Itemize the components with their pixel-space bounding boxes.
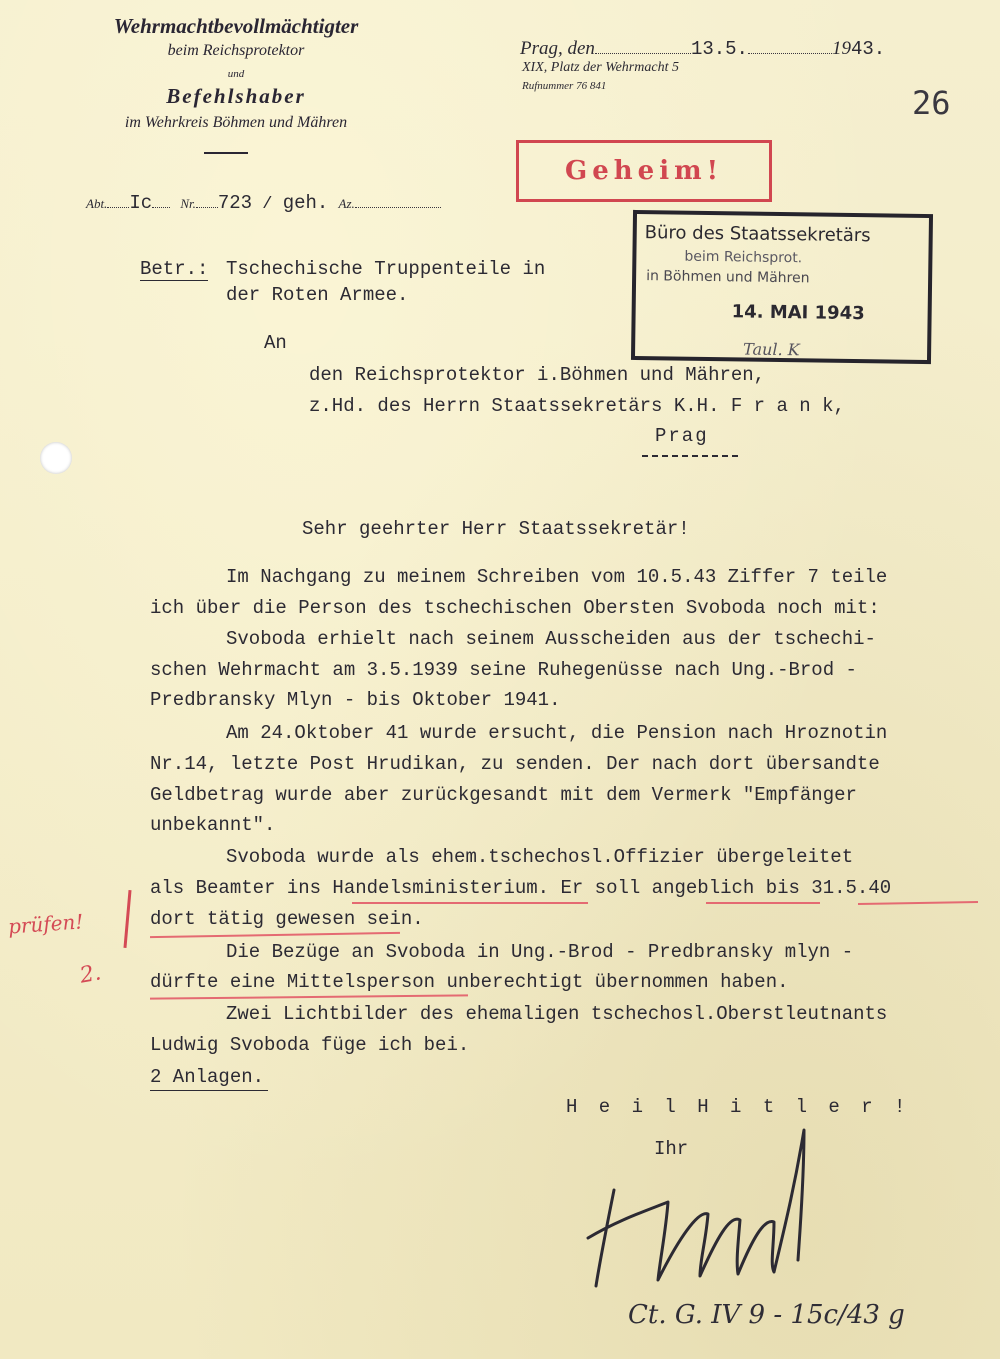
- nr-value: 723: [217, 192, 253, 214]
- letterhead-line-3: und: [227, 68, 245, 80]
- body-line: ich über die Person des tschechischen Obersten Svoboda noch mit:: [150, 597, 880, 619]
- letterhead-line-4: Befehlshaber: [166, 84, 306, 108]
- body-line: Predbransky Mlyn - bis Oktober 1941.: [150, 689, 561, 711]
- punch-hole: [40, 442, 72, 474]
- red-underline-mittelsperson: [150, 994, 468, 999]
- letterhead-address: XIX, Platz der Wehrmacht 5: [522, 60, 679, 75]
- geheim-stamp: Geheim!: [516, 140, 772, 202]
- nr-label: Nr.: [180, 196, 196, 211]
- closing-greeting: H e i l H i t l e r !: [566, 1096, 911, 1118]
- az-label: Az.: [338, 196, 355, 211]
- letterhead-line-5: im Wehrkreis Böhmen und Mähren: [124, 114, 348, 131]
- body-line: Im Nachgang zu meinem Schreiben vom 10.5.43 Ziffer 7 teile: [226, 566, 888, 588]
- letterhead-rule: [204, 152, 248, 154]
- red-underline-angeblich: [706, 902, 820, 904]
- page-number: 26: [912, 84, 951, 122]
- body-line: dürfte eine Mittelsperson unberechtigt übernommen haben.: [150, 971, 789, 993]
- closing-ihr: Ihr: [654, 1138, 689, 1160]
- reference-line: Abt. Ic Nr. 723 / geh. Az.: [86, 192, 441, 214]
- recipient-an: An: [264, 332, 287, 354]
- body-line: Am 24.Oktober 41 wurde ersucht, die Pension nach Hroznotin: [226, 722, 888, 744]
- received-stamp-date: 14. MAI 1943: [731, 301, 865, 325]
- place-date: [520, 38, 885, 60]
- body-line: Svoboda erhielt nach seinem Ausscheiden aus der tschechi-: [226, 628, 876, 650]
- received-stamp-line-3: in Böhmen und Mähren: [646, 268, 810, 287]
- geh-value: geh.: [282, 192, 329, 214]
- subject-line-1: Tschechische Truppenteile in: [226, 258, 546, 280]
- received-stamp-initials: Taul. K: [742, 339, 800, 360]
- signature: [548, 1110, 848, 1300]
- year-prefix: 19: [831, 38, 851, 59]
- salutation: Sehr geehrter Herr Staatssekretär!: [302, 518, 690, 540]
- body-line: unbekannt".: [150, 814, 276, 836]
- red-underline-handelsministerium: [352, 902, 588, 904]
- margin-note: prüfen!: [7, 909, 85, 939]
- year-value: 43.: [850, 38, 886, 60]
- recipient-city-rule: [642, 455, 738, 457]
- body-line: 2 Anlagen.: [150, 1066, 265, 1088]
- body-line: Die Bezüge an Svoboda in Ung.-Brod - Predbransky mlyn -: [226, 941, 854, 963]
- received-stamp-line-2: beim Reichsprot.: [684, 248, 803, 267]
- attachments-underline: [150, 1090, 268, 1091]
- body-line: Ludwig Svoboda füge ich bei.: [150, 1034, 470, 1056]
- red-underline-taetig: [150, 932, 400, 938]
- body-line: Svoboda wurde als ehem.tschechosl.Offizier übergeleitet: [226, 846, 854, 868]
- margin-number: 2.: [77, 960, 104, 989]
- place-prefix: Prag, den: [520, 38, 595, 59]
- abt-label: Abt.: [86, 196, 108, 211]
- recipient-line-1: den Reichsprotektor i.Böhmen und Mähren,: [309, 364, 766, 386]
- recipient-city: Prag: [655, 425, 709, 447]
- letterhead-line-2: beim Reichsprotektor: [167, 42, 305, 59]
- body-line: schen Wehrmacht am 3.5.1939 seine Ruhegenüsse nach Ung.-Brod -: [150, 659, 857, 681]
- received-stamp: [631, 210, 933, 364]
- body-line: Geldbetrag wurde aber zurückgesandt mit dem Vermerk "Empfänger: [150, 784, 857, 806]
- recipient-line-2: z.Hd. des Herrn Staatssekretärs K.H. F r a n k,: [309, 395, 845, 417]
- date-value: 13.5.: [690, 38, 748, 60]
- letterhead-line-1: Wehrmachtbevollmächtigter: [113, 14, 359, 38]
- body-line: als Beamter ins Handelsministerium. Er soll angeblich bis 31.5.40: [150, 877, 892, 899]
- filing-mark: Ct. G. IV 9 - 15c/43 g: [628, 1300, 905, 1330]
- letterhead-phone: Rufnummer 76 841: [522, 80, 607, 92]
- margin-bar: [123, 890, 131, 948]
- body-line: Nr.14, letzte Post Hrudikan, zu senden. Der nach dort übersandte: [150, 753, 880, 775]
- body-line: Zwei Lichtbilder des ehemaligen tschechosl.Oberstleutnants: [226, 1003, 888, 1025]
- body-line: dort tätig gewesen sein.: [150, 908, 424, 930]
- abt-value: Ic: [129, 192, 153, 214]
- subject-label: Betr.:: [140, 258, 209, 280]
- subject-line-2: der Roten Armee.: [226, 284, 409, 306]
- red-underline-date: [858, 901, 978, 905]
- received-stamp-line-1: Büro des Staatssekretärs: [644, 222, 871, 247]
